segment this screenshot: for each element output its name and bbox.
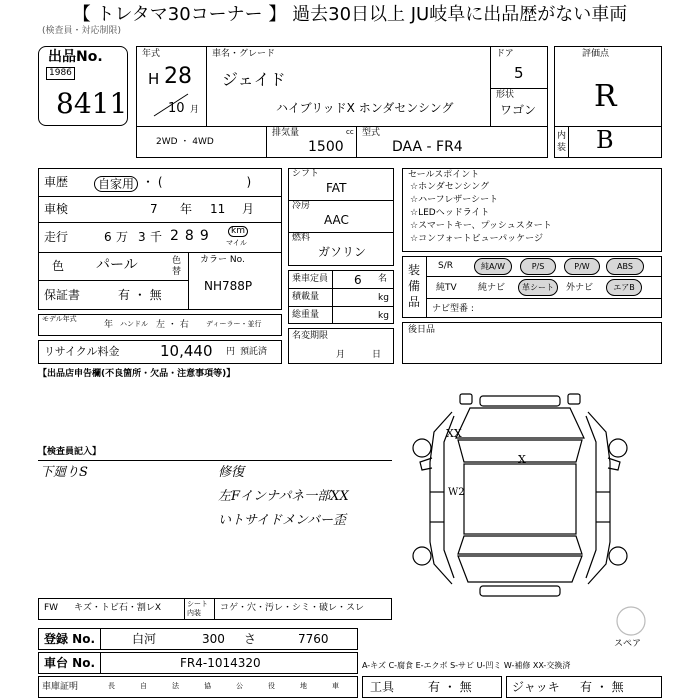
rating-label: 評価点 xyxy=(582,49,610,59)
sales-point: ☆スマートキー、プッシュスタート xyxy=(410,221,552,231)
jack-value: 有 ・ 無 xyxy=(580,680,624,694)
year-era: H xyxy=(148,70,160,88)
color-label: 色 xyxy=(52,259,65,273)
equip-alloy-wheel: 純A/W xyxy=(474,258,512,275)
docs-item: 長 xyxy=(108,682,115,690)
name-change-day: 日 xyxy=(372,350,382,360)
recycle-note: 預託済 xyxy=(240,347,268,357)
car-diagram xyxy=(404,392,634,602)
name-change-unit: 月 xyxy=(336,350,346,360)
ac-label: 冷房 xyxy=(292,201,311,211)
model-grade: ハイブリッドX ホンダセンシング xyxy=(276,101,454,115)
cut-text: (検査員・対応制限) xyxy=(42,26,122,36)
ac-value: AAC xyxy=(324,213,349,227)
corner-banner: 【 トレタマ30コーナー 】 過去30日以上 JU岐阜に出品歴がない車両 xyxy=(0,0,700,30)
equip-airbag: エアB xyxy=(606,279,642,296)
chassis-value: FR4-1014320 xyxy=(180,656,261,670)
handle-label: ハンドル xyxy=(120,320,148,328)
year-label: 年式 xyxy=(142,49,161,59)
inspection-year-unit: 年 xyxy=(180,202,193,216)
fw-label2: シート内装 xyxy=(187,600,208,617)
model-name: ジェイド xyxy=(222,70,286,89)
history-rest: ・ ( ) xyxy=(142,175,252,189)
docs-item: 自 xyxy=(140,682,147,690)
mileage-label: 走行 xyxy=(44,230,69,244)
registration-label: 登録 No. xyxy=(44,632,96,646)
type-label: 型式 xyxy=(362,128,381,138)
displacement-value: 1500 xyxy=(308,139,344,155)
load-unit: kg xyxy=(378,293,389,303)
registration-place: 白河 xyxy=(132,632,157,646)
lot-label: 出品No. xyxy=(48,49,103,65)
equip-nav: 純ナビ xyxy=(478,283,506,293)
doors-value: 5 xyxy=(514,64,524,82)
post-install-label: 後日品 xyxy=(408,325,436,335)
inspector-label: 【検査員記入】 xyxy=(38,447,102,457)
body-shape-label: 形状 xyxy=(496,90,515,100)
mileage-sen: 3 xyxy=(138,230,146,244)
load-label: 積載量 xyxy=(292,292,320,302)
equip-abs: ABS xyxy=(606,258,644,275)
seller-notes-label: 【出品店申告欄(不良箇所・欠品・注意事項等)】 xyxy=(38,369,236,379)
docs-row xyxy=(38,676,358,698)
recycle-value: 10,440 xyxy=(160,342,213,360)
docs-item: 公 xyxy=(236,682,243,690)
mileage-man-unit: 万 xyxy=(116,230,129,244)
nav-model-label: ナビ型番 : xyxy=(432,304,474,314)
inspector-note: 左Fインナパネ一部XX xyxy=(218,489,349,504)
handle-value: 左 ・ 右 xyxy=(156,320,189,330)
displacement-label: 排気量 xyxy=(272,128,300,138)
equip-sr: S/R xyxy=(438,261,453,271)
docs-label: 車庫証明 xyxy=(42,682,79,692)
rating-value: R xyxy=(594,79,617,114)
lot-prefix: 1986 xyxy=(46,67,75,80)
registration-number: 7760 xyxy=(298,632,329,646)
interior-label: 内装 xyxy=(557,131,567,153)
mileage-sen-unit: 千 xyxy=(150,230,163,244)
model-year-label: モデル年式 xyxy=(42,315,77,323)
inspection-month-unit: 月 xyxy=(242,202,255,216)
warranty-value: 有 ・ 無 xyxy=(118,288,162,302)
inspection-month: 11 xyxy=(210,202,226,216)
mileage-unit-mile: マイル xyxy=(226,239,247,247)
registration-kana: さ xyxy=(244,632,257,646)
damage-legend: A-キズ C-腐食 E-エクボ S-サビ U-凹ミ W-補修 XX-交換済 xyxy=(362,661,571,670)
capacity-label: 乗車定員 xyxy=(292,274,329,284)
docs-item: 役 xyxy=(268,682,275,690)
sales-point: ☆LEDヘッドライト xyxy=(410,208,490,218)
gross-weight-label: 総重量 xyxy=(292,310,320,320)
sales-point: ☆コンフォートビューパッケージ xyxy=(410,234,543,244)
docs-item: 協 xyxy=(204,682,211,690)
jack-label: ジャッキ xyxy=(512,680,560,694)
sales-point: ☆ハーフレザーシート xyxy=(410,195,499,205)
inspector-note-left: 下廻りS xyxy=(40,465,88,480)
equip-power-steering: P/S xyxy=(520,258,556,275)
fw-text: キズ・トビ石・割レX xyxy=(74,603,161,613)
type-value: DAA - FR4 xyxy=(392,139,463,155)
interior-value: B xyxy=(596,126,614,154)
mileage-rest: 289 xyxy=(170,228,215,244)
inspection-label: 車検 xyxy=(44,202,69,216)
inspector-note: 修復 xyxy=(218,465,245,480)
mileage-unit-km: km xyxy=(228,226,248,237)
post-install-frame xyxy=(402,322,662,364)
doors-label: ドア xyxy=(496,49,514,59)
dealer-label: ディーラー・並行 xyxy=(206,320,262,328)
year-month: 10 xyxy=(168,101,185,116)
sales-points-title: セールスポイント xyxy=(408,170,480,180)
sales-point: ☆ホンダセンシング xyxy=(410,182,490,192)
year-value: 28 xyxy=(164,64,192,89)
chassis-label: 車台 No. xyxy=(44,656,96,670)
displacement-unit: cc xyxy=(346,128,354,136)
capacity-unit: 名 xyxy=(378,274,388,284)
registration-class: 300 xyxy=(202,632,225,646)
color-code: NH788P xyxy=(204,279,253,293)
gross-weight-unit: kg xyxy=(378,311,389,321)
color-code-label: カラー No. xyxy=(200,255,245,265)
spare-label: スペア xyxy=(614,639,642,649)
model-label: 車名・グレード xyxy=(212,49,276,59)
name-change-label: 名変期限 xyxy=(292,331,329,341)
equip-leather-seat: 革シート xyxy=(518,279,558,296)
diagram-mark-xx: XX xyxy=(446,427,462,440)
tools-value: 有 ・ 無 xyxy=(428,680,472,694)
recycle-unit: 円 xyxy=(226,347,236,357)
inspection-year: 7 xyxy=(150,202,158,216)
tools-label: 工具 xyxy=(370,680,395,694)
body-shape-value: ワゴン xyxy=(500,103,537,117)
fuel-label: 燃料 xyxy=(292,233,311,243)
shift-value: FAT xyxy=(326,181,347,195)
equip-tv: 純TV xyxy=(436,283,457,293)
docs-item: 車 xyxy=(332,682,339,690)
fuel-value: ガソリン xyxy=(318,245,367,259)
history-label: 車歴 xyxy=(44,175,69,189)
warranty-label: 保証書 xyxy=(44,288,81,302)
equipment-label: 装備品 xyxy=(408,263,421,309)
model-year-year: 年 xyxy=(104,320,114,330)
docs-item: 法 xyxy=(172,682,179,690)
diagram-mark-w2: W2 xyxy=(448,487,465,498)
shift-label: シフト xyxy=(292,169,320,179)
lot-number: 8411 xyxy=(56,87,128,120)
color-change-label: 色替 xyxy=(172,256,182,277)
drive-label: 2WD ・ 4WD xyxy=(156,137,214,147)
recycle-label: リサイクル料金 xyxy=(44,345,120,358)
year-month-unit: 月 xyxy=(190,105,200,115)
inspector-note: いトサイドメンバー歪 xyxy=(218,513,347,528)
equip-power-window: P/W xyxy=(564,258,600,275)
fw-text2: コゲ・穴・汚レ・シミ・破レ・スレ xyxy=(220,603,365,613)
docs-item: 地 xyxy=(300,682,307,690)
mileage-man: 6 xyxy=(104,230,112,244)
history-value: 自家用 xyxy=(94,176,138,192)
color-value: パール xyxy=(96,257,138,273)
capacity-value: 6 xyxy=(354,273,362,287)
fw-label: FW xyxy=(44,603,59,613)
diagram-mark-x: X xyxy=(518,453,526,466)
equip-ext-nav: 外ナビ xyxy=(566,283,594,293)
